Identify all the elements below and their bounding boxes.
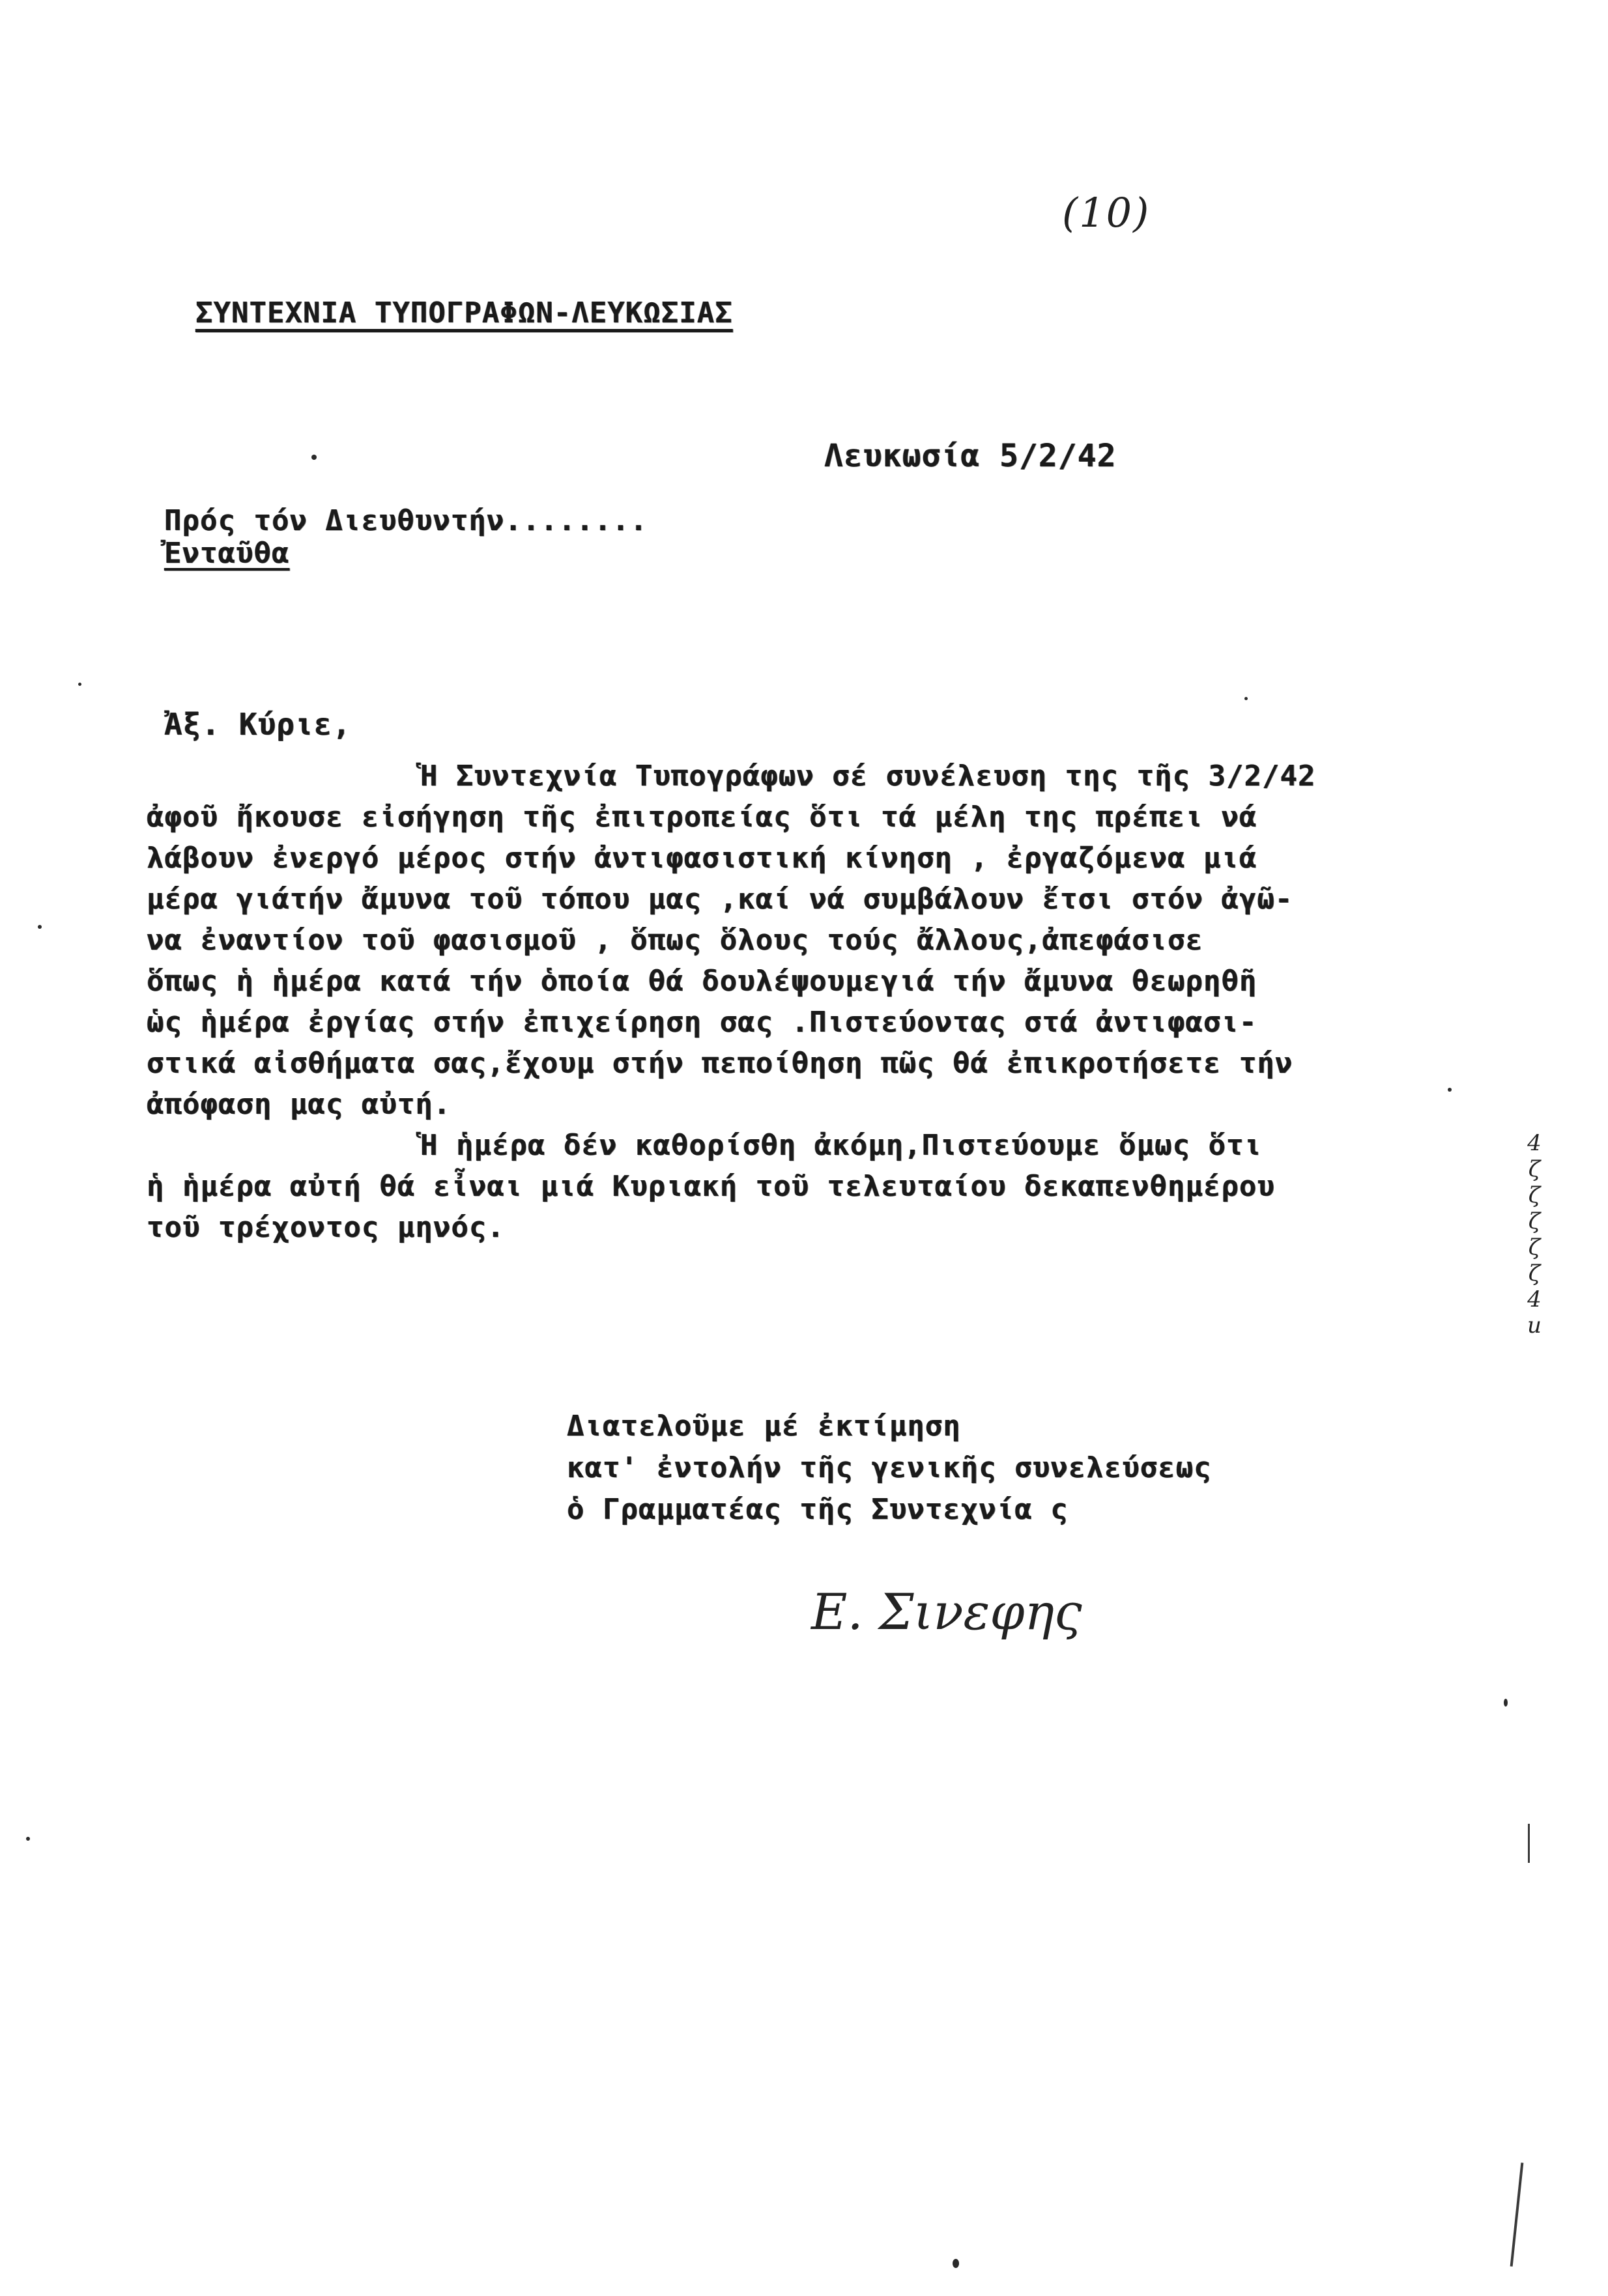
scan-speck: [953, 2259, 959, 2268]
recipient-block: [164, 505, 648, 570]
letter-body: [147, 756, 1476, 1248]
handwritten-signature: Ε. Σινεφης: [811, 1583, 1082, 1641]
scan-speck: [38, 925, 42, 929]
margin-note-char: ζ: [1528, 1156, 1541, 1182]
body-line: Ἡ ἡμέρα δέν καθορίσθη ἀκόμη,Πιστεύουμε ὅμως ὅτι: [420, 1129, 1263, 1162]
recipient-line-2: Ἐνταῦθα: [164, 537, 290, 570]
scan-edge-mark: [1528, 1824, 1530, 1863]
salutation: Ἀξ. Κύριε,: [164, 707, 351, 742]
scan-speck: [1448, 1088, 1452, 1092]
margin-note-char: ζ: [1528, 1234, 1541, 1260]
body-line: ὡς ἡμέρα ἐργίας στήν ἐπιχείρηση σας .Πιστεύοντας στά ἀντιφασι-: [147, 1006, 1257, 1039]
margin-note-char: ζ: [1528, 1182, 1541, 1208]
letterhead-heading: ΣΥΝΤΕΧΝΙΑ ΤΥΠΟΓΡΑΦΩΝ-ΛΕΥΚΩΣΙΑΣ: [195, 296, 733, 330]
margin-note-char: ζ: [1528, 1208, 1541, 1234]
closing-line-3: ὁ Γραμματέας τῆς Συντεχνία ς: [567, 1493, 1069, 1526]
body-line: ἀφοῦ ἤκουσε εἰσήγηση τῆς ἐπιτροπείας ὅτι τά μέλη της πρέπει νά: [147, 801, 1257, 834]
place-date: Λευκωσία 5/2/42: [824, 438, 1117, 474]
margin-note-char: 4: [1527, 1130, 1542, 1156]
body-line: ὅπως ἡ ἡμέρα κατά τήν ὁποία θά δουλέψουμεγιά τήν ἄμυνα θεωρηθῆ: [147, 965, 1257, 998]
scan-speck: [78, 683, 81, 686]
recipient-line-1: Πρός τόν Διευθυντήν........: [164, 504, 648, 537]
body-line: ἀπόφαση μας αὐτή.: [147, 1088, 452, 1121]
body-line: λάβουν ἐνεργό μέρος στήν ἀντιφασιστική κίνηση , ἐργαζόμενα μιά: [147, 842, 1257, 875]
scan-speck: [1244, 697, 1248, 700]
scan-speck: [1504, 1699, 1508, 1707]
body-line: στικά αἰσθήματα σας,ἔχουμ στήν πεποίθηση πῶς θά ἐπικροτήσετε τήν: [147, 1047, 1293, 1080]
margin-note-char: u: [1527, 1312, 1542, 1339]
scan-edge-mark: [1510, 2162, 1524, 2267]
body-line: Ἡ Συντεχνία Τυπογράφων σέ συνέλευση της τῆς 3/2/42: [420, 759, 1316, 793]
body-line: να ἐναντίον τοῦ φασισμοῦ , ὅπως ὅλους τούς ἄλλους,ἀπεφάσισε: [147, 924, 1203, 957]
margin-handwritten-note: [1521, 1130, 1547, 1339]
body-line: μέρα γιάτήν ἄμυνα τοῦ τόπου μας ,καί νά συμβάλουν ἔτσι στόν ἀγῶ-: [147, 883, 1293, 916]
body-line: ἡ ἡμέρα αὐτή θά εἶναι μιά Κυριακή τοῦ τελευταίου δεκαπενθημέρου: [147, 1170, 1275, 1203]
body-line: τοῦ τρέχοντος μηνός.: [147, 1211, 505, 1244]
closing-line-2: κατ' ἐντολήν τῆς γενικῆς συνελεύσεως: [567, 1451, 1212, 1484]
margin-note-char: ζ: [1528, 1260, 1541, 1286]
closing-block: [567, 1406, 1212, 1531]
closing-line-1: Διατελοῦμε μέ ἐκτίμηση: [567, 1410, 961, 1443]
scan-speck: [311, 455, 317, 460]
margin-note-char: 4: [1527, 1286, 1542, 1312]
scan-speck: [26, 1837, 30, 1841]
page-number: (10): [1062, 189, 1151, 236]
